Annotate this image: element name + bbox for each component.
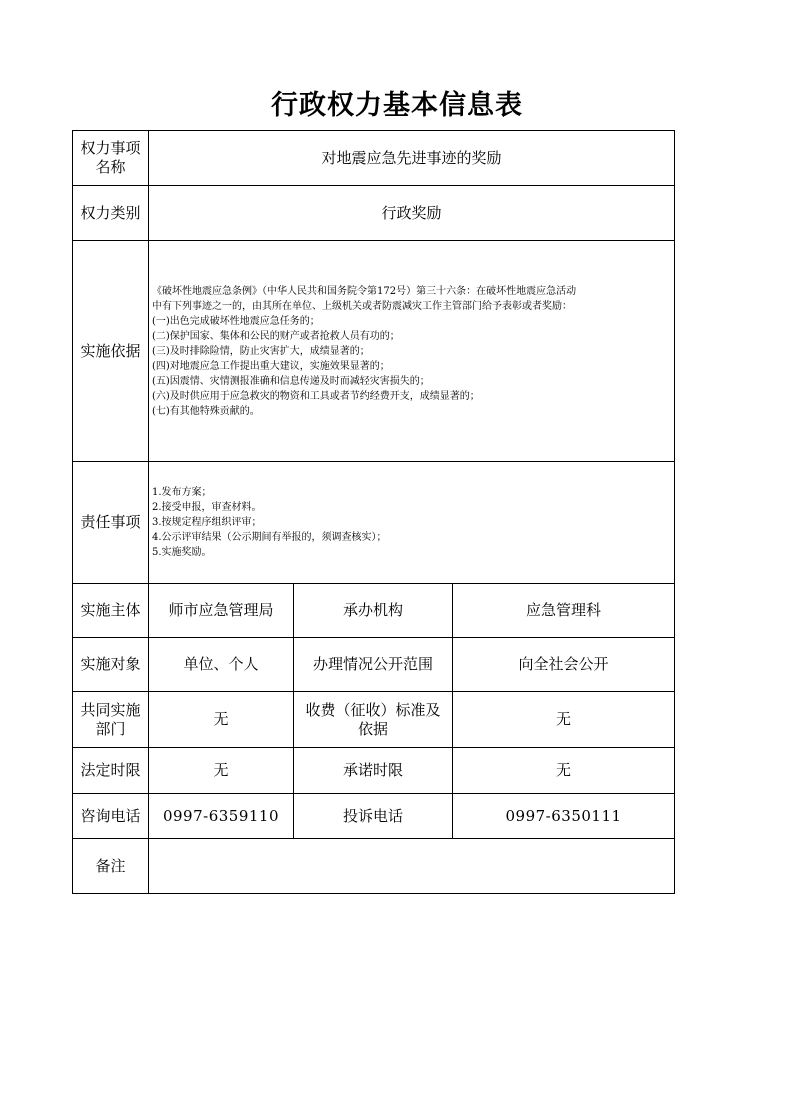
label-subject: 实施主体 <box>73 584 149 638</box>
label-handler: 承办机构 <box>294 584 453 638</box>
label-promise-time: 承诺时限 <box>294 748 453 794</box>
duty-line: 3.按规定程序组织评审； <box>152 517 262 528</box>
label-remark: 备注 <box>73 839 149 894</box>
duty-line: 2.接受申报，审查材料。 <box>152 502 262 513</box>
label-consult-phone: 咨询电话 <box>73 794 149 839</box>
basis-line: (一)出色完成破坏性地震应急任务的； <box>152 315 320 327</box>
row-category <box>73 186 675 241</box>
basis-line: 中有下列事迹之一的，由其所在单位、上级机关或者防震减灾工作主管部门给予表彰或者奖励： <box>152 300 572 312</box>
row-joint <box>73 692 675 748</box>
value-legal-time: 无 <box>149 748 294 794</box>
basis-line: (四)对地震应急工作提出重大建议，实施效果显著的； <box>152 360 390 372</box>
row-remark <box>73 839 675 894</box>
page-title: 行政权力基本信息表 <box>271 90 523 121</box>
basis-line: (六)及时供应用于应急救灾的物资和工具或者节约经费开支，成绩显著的； <box>152 390 480 402</box>
row-duty <box>73 462 675 584</box>
duty-line: 4.公示评审结果（公示期间有举报的，须调查核实）； <box>152 532 387 543</box>
duty-line: 5.实施奖励。 <box>152 547 212 558</box>
label-fee: 收费（征收）标准及 依据 <box>294 692 453 748</box>
row-subject <box>73 584 675 638</box>
duty-line: 1.发布方案； <box>152 487 212 498</box>
basis-line: (三)及时排除险情，防止灾害扩大，成绩显著的； <box>152 345 370 357</box>
value-target: 单位、个人 <box>149 638 294 692</box>
row-name <box>73 131 675 186</box>
value-joint: 无 <box>149 692 294 748</box>
label-duty: 责任事项 <box>73 462 149 584</box>
value-basis <box>149 241 675 462</box>
label-complaint-phone: 投诉电话 <box>294 794 453 839</box>
label-basis: 实施依据 <box>73 241 149 462</box>
value-duty <box>149 462 675 584</box>
value-handler: 应急管理科 <box>453 584 675 638</box>
basis-line: (二)保护国家、集体和公民的财产或者抢救人员有功的； <box>152 330 400 342</box>
value-promise-time: 无 <box>453 748 675 794</box>
label-joint: 共同实施 部门 <box>73 692 149 748</box>
value-fee: 无 <box>453 692 675 748</box>
label-name: 权力事项 名称 <box>73 131 149 186</box>
value-consult-phone: 0997-6359110 <box>149 794 294 839</box>
row-time <box>73 748 675 794</box>
info-table <box>72 130 675 894</box>
row-target <box>73 638 675 692</box>
value-category: 行政奖励 <box>149 186 675 241</box>
value-remark <box>149 839 675 894</box>
value-complaint-phone: 0997-6350111 <box>453 794 675 839</box>
row-phone <box>73 794 675 839</box>
basis-line: 《破坏性地震应急条例》（中华人民共和国务院令第172号）第三十六条：在破坏性地震应急活动 <box>152 285 577 297</box>
label-target: 实施对象 <box>73 638 149 692</box>
basis-line: (五)因震情、灾情测报准确和信息传递及时而减轻灾害损失的； <box>152 375 430 387</box>
label-legal-time: 法定时限 <box>73 748 149 794</box>
basis-line: (七)有其他特殊贡献的。 <box>152 405 260 417</box>
label-disclosure: 办理情况公开范围 <box>294 638 453 692</box>
row-basis <box>73 241 675 462</box>
label-category: 权力类别 <box>73 186 149 241</box>
value-subject: 师市应急管理局 <box>149 584 294 638</box>
value-disclosure: 向全社会公开 <box>453 638 675 692</box>
value-name: 对地震应急先进事迹的奖励 <box>149 131 675 186</box>
